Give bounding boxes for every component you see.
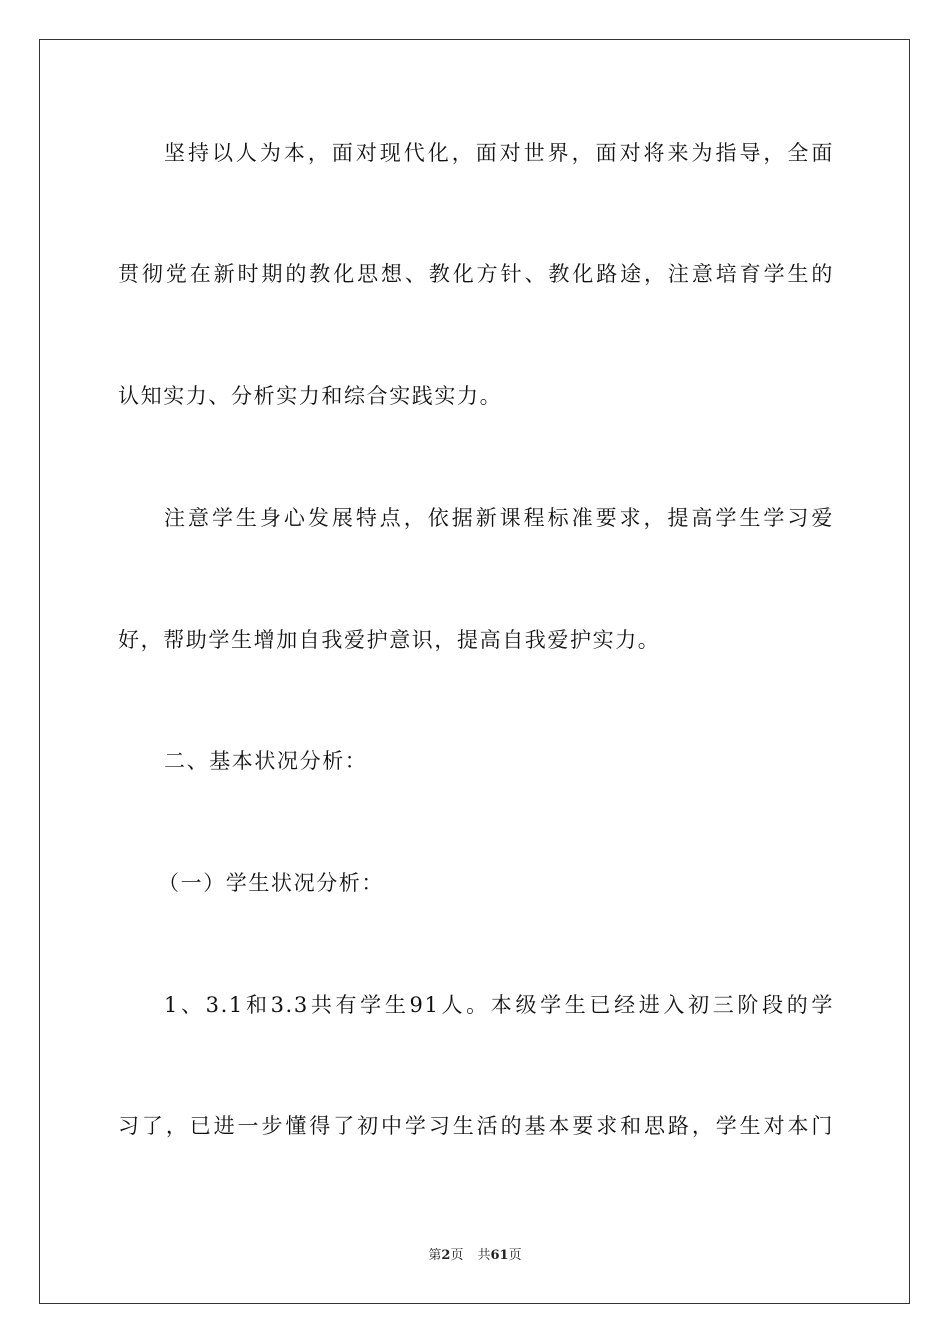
footer-total-suffix: 页 <box>508 1248 522 1263</box>
paragraph-line-1: 坚持以人为本，面对现代化，面对世界，面对将来为指导，全面 <box>164 141 834 165</box>
footer-page-prefix: 第 <box>428 1248 442 1263</box>
section-heading: 二、基本状况分析： <box>164 749 368 773</box>
paragraph-line-2: 贯彻党在新时期的教化思想、教化方针、教化路途，注意培育学生的 <box>118 262 834 286</box>
paragraph-line-4: 注意学生身心发展特点，依据新课程标准要求，提高学生学习爱 <box>164 506 834 530</box>
paragraph-line-9: 习了，已进一步懂得了初中学习生活的基本要求和思路，学生对本门 <box>118 1114 834 1138</box>
subsection-heading: （一）学生状况分析： <box>158 871 384 895</box>
footer-page-number: 2 <box>441 1248 451 1263</box>
footer-total-number: 61 <box>490 1248 509 1263</box>
footer-total-prefix: 共 <box>477 1248 491 1263</box>
footer-page-suffix: 页 <box>450 1248 464 1263</box>
paragraph-line-8: 1、3.1和3.3共有学生91人。本级学生已经进入初三阶段的学 <box>164 993 834 1017</box>
paragraph-line-3: 认知实力、分析实力和综合实践实力。 <box>118 384 503 408</box>
paragraph-line-5: 好，帮助学生增加自我爱护意识，提高自我爱护实力。 <box>118 628 661 652</box>
page-footer <box>0 1247 950 1265</box>
